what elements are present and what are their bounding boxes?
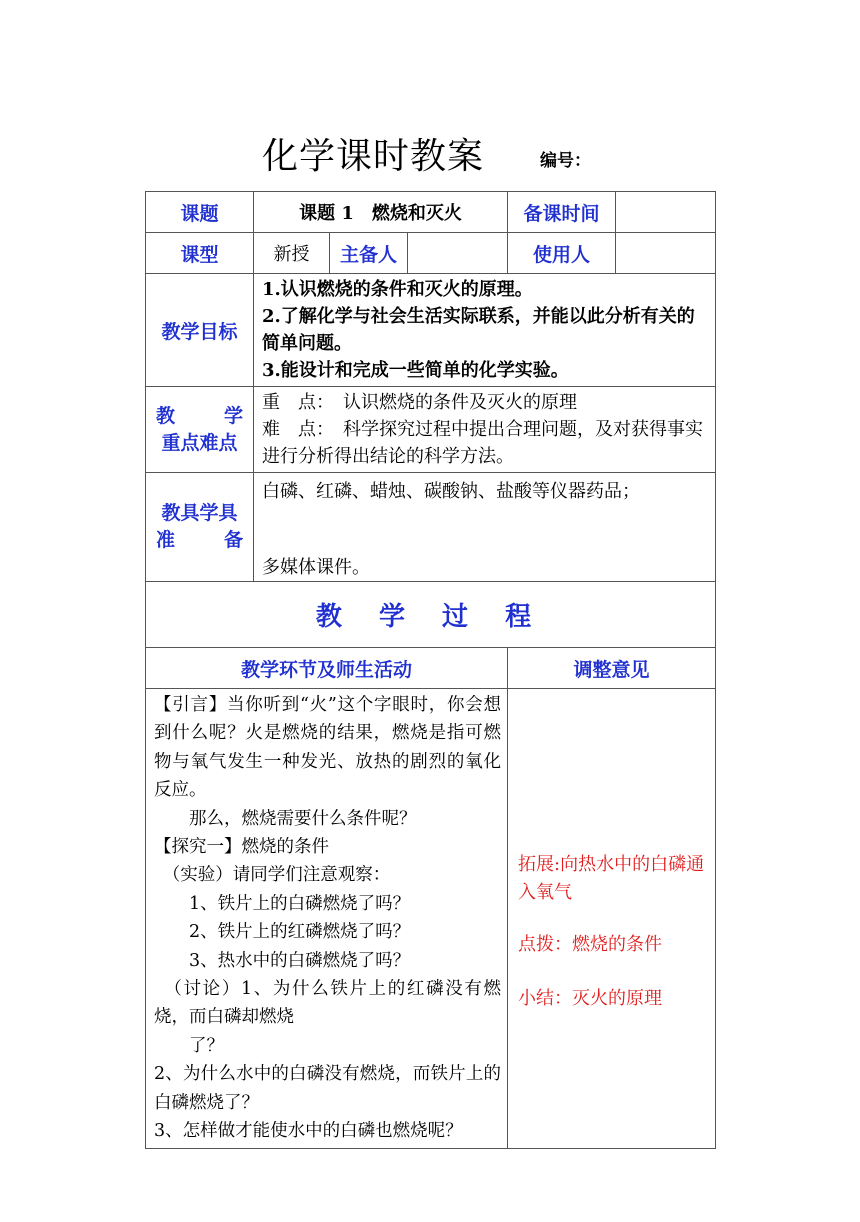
objectives-row: [146, 274, 716, 387]
difficulty-text: 难 点： 科学探究过程中提出合理问题，及对获得事实进行分析得出结论的科学方法。: [262, 419, 703, 467]
adjust-column-header: 调整意见: [508, 648, 716, 689]
objectives-content: [254, 274, 716, 387]
tools-row: [146, 473, 716, 582]
type-label: 课型: [146, 233, 254, 274]
topic-row: [146, 192, 716, 233]
tools-label: 教具学具 准 备: [146, 473, 254, 582]
tools-content: [254, 473, 716, 582]
activity-line: （实验）请同学们注意观察：: [154, 865, 391, 886]
main-preparer-label: 主备人: [330, 233, 408, 274]
objective-item: 3.能设计和完成一些简单的化学实验。: [262, 360, 569, 381]
lesson-plan-table: [145, 191, 716, 1149]
activity-line: 1、铁片上的白磷燃烧了吗？: [154, 893, 411, 914]
adjust-content: [508, 689, 716, 1149]
objectives-label: 教学目标: [146, 274, 254, 387]
tools-line-media: 多媒体课件。: [262, 557, 370, 578]
page-title: 化学课时教案: [262, 136, 485, 177]
activity-column-header: 教学环节及师生活动: [146, 648, 508, 689]
type-row: [146, 233, 716, 274]
key-points-label: 教 学 重点难点: [146, 387, 254, 473]
adjust-note: 小结：灭火的原理: [518, 988, 663, 1009]
activity-line: 【引言】当你听到“火”这个字眼时，你会想到什么呢？火是燃烧的结果，燃烧是指可燃物与氧气发生一种发光、放热的剧烈的氧化反应。: [154, 695, 502, 801]
key-points-content: [254, 387, 716, 473]
adjust-note: 拓展:向热水中的白磷通入氧气: [518, 854, 705, 903]
adjust-note: 点拨：燃烧的条件: [518, 934, 663, 955]
activity-line: 3、热水中的白磷燃烧了吗？: [154, 950, 411, 971]
prep-time-value: [616, 192, 716, 233]
main-preparer-value: [408, 233, 508, 274]
objective-item: 2.了解化学与社会生活实际联系，并能以此分析有关的简单问题。: [262, 306, 695, 354]
number-label: 编号：: [540, 151, 591, 171]
tools-line-materials: 白磷、红磷、蜡烛、碳酸钠、盐酸等仪器药品；: [262, 481, 640, 502]
activity-line: 2、为什么水中的白磷没有燃烧，而铁片上的白磷燃烧了？: [154, 1064, 502, 1113]
topic-value: 课题 1 燃烧和灭火: [254, 192, 508, 233]
user-value: [616, 233, 716, 274]
topic-label: 课题: [146, 192, 254, 233]
process-header-row: [146, 648, 716, 689]
key-points-row: [146, 387, 716, 473]
focus-text: 重 点： 认识燃烧的条件及灭火的原理: [262, 392, 577, 413]
title-row: [0, 128, 860, 178]
activity-line: 2、铁片上的红磷燃烧了吗？: [154, 922, 411, 943]
process-body-row: [146, 689, 716, 1149]
activity-line: （讨论）1、为什么铁片上的红磷没有燃烧，而白磷却燃烧: [154, 979, 502, 1028]
process-title-row: [146, 582, 716, 648]
user-label: 使用人: [508, 233, 616, 274]
prep-time-label: 备课时间: [508, 192, 616, 233]
objective-item: 1.认识燃烧的条件和灭火的原理。: [262, 279, 533, 300]
type-value: 新授: [254, 233, 330, 274]
activity-line: 【探究一】燃烧的条件: [154, 837, 329, 858]
activity-line: 那么，燃烧需要什么条件呢？: [154, 808, 417, 829]
activity-content: [146, 689, 508, 1149]
activity-line: 3、怎样做才能使水中的白磷也燃烧呢？: [154, 1121, 463, 1142]
process-title: 教 学 过 程: [146, 582, 716, 648]
activity-line: 了？: [154, 1035, 224, 1056]
